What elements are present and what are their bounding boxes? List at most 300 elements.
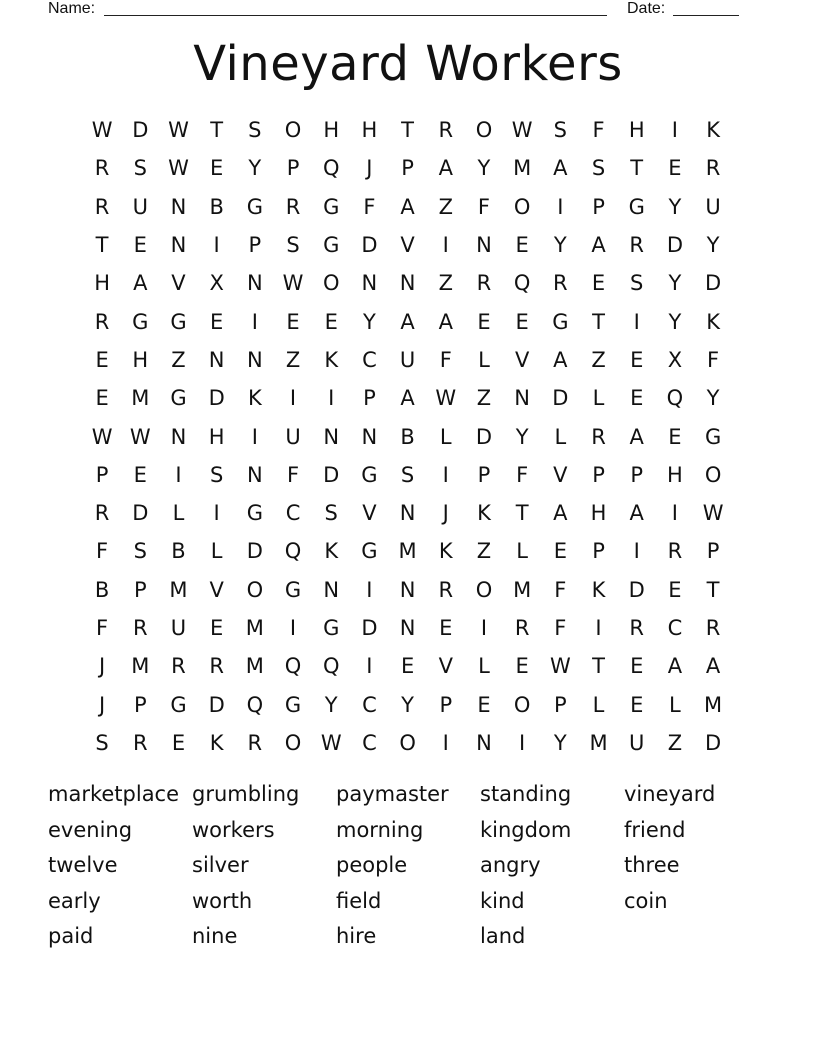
grid-letter[interactable]: A: [438, 309, 453, 334]
name-label: Name:: [48, 0, 96, 17]
grid-letter[interactable]: E: [630, 654, 644, 679]
grid-letter[interactable]: J: [98, 692, 106, 717]
grid-letter[interactable]: H: [132, 347, 149, 372]
grid-letter[interactable]: V: [362, 501, 377, 526]
grid-letter[interactable]: V: [514, 347, 530, 372]
grid-letter[interactable]: L: [516, 539, 528, 564]
grid-letter[interactable]: Z: [476, 386, 492, 411]
grid-letter[interactable]: K: [438, 539, 453, 564]
grid-letter[interactable]: A: [400, 309, 415, 334]
grid-letter[interactable]: V: [438, 654, 453, 679]
grid-letter[interactable]: O: [322, 271, 340, 296]
grid-letter[interactable]: G: [628, 194, 645, 219]
grid-letter[interactable]: R: [705, 616, 721, 640]
grid-letter[interactable]: K: [706, 118, 720, 143]
grid-letter[interactable]: O: [246, 577, 264, 602]
grid-letter[interactable]: R: [438, 118, 454, 143]
grid-letter[interactable]: Q: [284, 654, 302, 679]
grid-letter[interactable]: A: [438, 156, 453, 181]
grid-letter[interactable]: N: [514, 386, 531, 411]
grid-letter[interactable]: Z: [476, 539, 492, 564]
grid-letter[interactable]: D: [475, 424, 493, 449]
grid-letter[interactable]: A: [553, 156, 568, 181]
grid-letter[interactable]: P: [706, 539, 720, 564]
grid-letter[interactable]: I: [557, 194, 564, 219]
grid-letter[interactable]: E: [210, 309, 224, 334]
grid-letter[interactable]: R: [476, 271, 492, 296]
grid-letter[interactable]: N: [208, 347, 225, 372]
grid-letter[interactable]: G: [170, 386, 187, 411]
grid-letter[interactable]: I: [480, 616, 488, 640]
grid-letter[interactable]: M: [245, 654, 264, 679]
grid-letter[interactable]: K: [591, 577, 606, 602]
grid-letter[interactable]: I: [213, 233, 220, 258]
grid-letter[interactable]: U: [132, 194, 148, 219]
grid-letter[interactable]: F: [439, 347, 452, 372]
grid-letter[interactable]: O: [704, 462, 722, 487]
grid-letter[interactable]: E: [171, 730, 186, 755]
grid-letter[interactable]: J: [98, 654, 106, 679]
grid-letter[interactable]: I: [289, 386, 297, 411]
grid-letter[interactable]: P: [439, 692, 453, 717]
grid-letter[interactable]: Z: [285, 347, 301, 372]
grid-letter[interactable]: I: [442, 233, 449, 258]
grid-letter[interactable]: F: [554, 577, 567, 602]
grid-letter[interactable]: E: [439, 616, 453, 640]
grid-letter[interactable]: N: [476, 730, 492, 755]
grid-letter[interactable]: I: [328, 386, 335, 411]
grid-letter[interactable]: G: [246, 194, 263, 219]
grid-letter[interactable]: I: [519, 730, 526, 755]
grid-letter[interactable]: L: [592, 386, 605, 411]
grid-letter[interactable]: N: [246, 462, 263, 487]
grid-letter[interactable]: L: [669, 692, 681, 717]
grid-letter[interactable]: H: [628, 118, 645, 143]
grid-letter[interactable]: I: [442, 462, 449, 487]
grid-letter[interactable]: E: [515, 309, 529, 334]
grid-letter[interactable]: Z: [438, 194, 453, 219]
grid-letter[interactable]: M: [704, 692, 723, 717]
grid-letter[interactable]: I: [251, 309, 258, 334]
grid-letter[interactable]: X: [667, 347, 683, 372]
grid-letter[interactable]: D: [323, 462, 340, 487]
grid-letter[interactable]: P: [592, 462, 605, 487]
grid-letter[interactable]: Z: [438, 271, 453, 296]
grid-letter[interactable]: W: [168, 118, 189, 143]
grid-letter[interactable]: R: [132, 730, 148, 755]
grid-letter[interactable]: E: [515, 233, 529, 258]
grid-letter[interactable]: E: [477, 692, 491, 717]
grid-letter[interactable]: E: [515, 654, 529, 679]
grid-letter[interactable]: A: [553, 347, 568, 372]
grid-letter[interactable]: U: [285, 424, 301, 449]
grid-letter[interactable]: T: [592, 654, 605, 679]
grid-letter[interactable]: R: [667, 539, 683, 564]
grid-letter[interactable]: F: [363, 194, 376, 219]
grid-letter[interactable]: A: [553, 501, 568, 526]
grid-letter[interactable]: H: [94, 271, 110, 296]
grid-letter[interactable]: R: [171, 654, 186, 679]
grid-letter[interactable]: P: [133, 577, 147, 602]
grid-letter[interactable]: D: [361, 233, 378, 258]
grid-letter[interactable]: H: [590, 501, 607, 526]
grid-letter[interactable]: R: [94, 194, 110, 219]
grid-letter[interactable]: S: [553, 118, 568, 143]
word-list-item: hire: [336, 924, 377, 949]
grid-letter[interactable]: S: [95, 730, 109, 755]
grid-letter[interactable]: I: [671, 118, 678, 143]
grid-letter[interactable]: Y: [477, 156, 491, 181]
grid-letter[interactable]: W: [168, 156, 189, 181]
grid-letter[interactable]: N: [361, 424, 378, 449]
grid-letter[interactable]: A: [591, 233, 606, 258]
grid-letter[interactable]: R: [591, 424, 606, 449]
grid-letter[interactable]: W: [702, 501, 724, 526]
grid-letter[interactable]: E: [668, 424, 682, 449]
grid-letter[interactable]: E: [210, 616, 224, 640]
grid-letter[interactable]: R: [629, 616, 645, 640]
grid-letter[interactable]: R: [705, 156, 721, 181]
grid-letter[interactable]: Q: [666, 386, 684, 411]
grid-letter[interactable]: E: [630, 692, 644, 717]
grid-letter[interactable]: S: [248, 118, 262, 143]
grid-letter[interactable]: G: [361, 462, 378, 487]
grid-letter[interactable]: N: [170, 194, 187, 219]
grid-letter[interactable]: J: [442, 501, 449, 526]
grid-letter[interactable]: W: [129, 424, 151, 449]
grid-letter[interactable]: D: [132, 118, 149, 143]
grid-row: [83, 417, 733, 455]
grid-letter[interactable]: Q: [284, 539, 302, 564]
grid-letter[interactable]: N: [246, 347, 263, 372]
grid-letter[interactable]: C: [362, 347, 377, 372]
grid-letter[interactable]: T: [210, 118, 224, 143]
grid-letter[interactable]: L: [592, 692, 605, 717]
grid-letter[interactable]: T: [401, 118, 414, 143]
grid-letter[interactable]: Y: [553, 233, 567, 258]
grid-letter[interactable]: V: [553, 462, 568, 487]
grid-letter[interactable]: L: [439, 424, 452, 449]
grid-letter[interactable]: D: [666, 233, 683, 258]
grid-letter[interactable]: I: [633, 309, 640, 334]
grid-letter[interactable]: G: [284, 577, 302, 602]
grid-letter[interactable]: O: [399, 730, 416, 755]
grid-letter[interactable]: C: [667, 616, 683, 640]
grid-letter[interactable]: F: [707, 347, 720, 372]
grid-letter[interactable]: P: [248, 233, 262, 258]
grid-letter[interactable]: E: [400, 654, 415, 679]
grid-letter[interactable]: Y: [668, 271, 682, 296]
grid-letter[interactable]: O: [284, 118, 302, 143]
grid-letter[interactable]: L: [210, 539, 223, 564]
grid-letter[interactable]: R: [629, 233, 645, 258]
grid-letter[interactable]: Y: [553, 730, 567, 755]
grid-letter[interactable]: D: [705, 271, 722, 296]
grid-letter[interactable]: W: [320, 730, 342, 755]
grid-letter[interactable]: A: [667, 654, 683, 679]
grid-letter[interactable]: M: [169, 577, 188, 602]
grid-letter[interactable]: T: [95, 233, 109, 258]
grid-letter[interactable]: Z: [171, 347, 186, 372]
grid-letter[interactable]: E: [668, 577, 682, 602]
word-list-item: three: [624, 853, 680, 878]
grid-letter[interactable]: P: [286, 156, 300, 181]
grid-letter[interactable]: K: [706, 309, 720, 334]
grid-letter[interactable]: M: [589, 730, 608, 755]
grid-letter[interactable]: I: [595, 616, 602, 640]
grid-letter[interactable]: I: [633, 539, 640, 564]
grid-letter[interactable]: I: [175, 462, 182, 487]
grid-letter[interactable]: C: [362, 730, 377, 755]
grid-letter[interactable]: A: [400, 386, 415, 411]
grid-letter[interactable]: S: [400, 462, 415, 487]
grid-letter[interactable]: Q: [322, 156, 340, 181]
grid-letter[interactable]: F: [554, 616, 567, 640]
grid-letter[interactable]: G: [361, 539, 378, 564]
grid-letter[interactable]: R: [553, 271, 568, 296]
grid-letter[interactable]: H: [323, 118, 340, 143]
grid-letter[interactable]: E: [668, 156, 682, 181]
grid-letter[interactable]: Y: [706, 386, 720, 411]
grid-letter[interactable]: L: [172, 501, 185, 526]
grid-letter[interactable]: O: [513, 692, 531, 717]
grid-letter[interactable]: D: [705, 730, 722, 755]
grid-letter[interactable]: D: [246, 539, 263, 564]
grid-letter[interactable]: V: [400, 233, 415, 258]
grid-letter[interactable]: E: [324, 309, 338, 334]
grid-letter[interactable]: M: [245, 616, 264, 640]
grid-letter[interactable]: I: [289, 616, 297, 640]
grid-letter[interactable]: A: [629, 501, 644, 526]
grid-letter[interactable]: I: [366, 654, 373, 679]
grid-letter[interactable]: E: [630, 386, 644, 411]
grid-letter[interactable]: H: [361, 118, 378, 143]
grid-letter[interactable]: O: [475, 577, 493, 602]
grid-letter[interactable]: L: [478, 654, 490, 679]
grid-letter[interactable]: Y: [668, 309, 682, 334]
grid-letter[interactable]: Y: [706, 233, 720, 258]
grid-letter[interactable]: G: [323, 616, 340, 640]
grid-letter[interactable]: G: [170, 309, 187, 334]
grid-letter[interactable]: E: [133, 233, 147, 258]
grid-letter[interactable]: Y: [324, 692, 338, 717]
grid-letter[interactable]: Y: [248, 156, 262, 181]
grid-letter[interactable]: N: [399, 271, 416, 296]
grid-letter[interactable]: K: [209, 730, 224, 755]
grid-letter[interactable]: D: [208, 692, 225, 717]
grid-letter[interactable]: U: [629, 730, 645, 755]
grid-letter[interactable]: P: [477, 462, 491, 487]
grid-letter[interactable]: G: [284, 692, 302, 717]
grid-letter[interactable]: Q: [246, 692, 264, 717]
grid-letter[interactable]: K: [324, 539, 339, 564]
grid-letter[interactable]: E: [95, 347, 109, 372]
grid-letter[interactable]: A: [400, 194, 415, 219]
grid-letter[interactable]: S: [630, 271, 644, 296]
grid-letter[interactable]: Y: [362, 309, 376, 334]
grid-letter[interactable]: E: [553, 539, 567, 564]
grid-letter[interactable]: C: [285, 501, 301, 526]
grid-letter[interactable]: H: [208, 424, 225, 449]
grid-letter[interactable]: S: [209, 462, 224, 487]
grid-letter[interactable]: I: [366, 577, 373, 602]
grid-letter[interactable]: Z: [591, 347, 606, 372]
puzzle-title: Vineyard Workers: [193, 36, 623, 92]
grid-letter[interactable]: N: [361, 271, 378, 296]
grid-letter[interactable]: G: [132, 309, 149, 334]
grid-letter[interactable]: R: [438, 577, 454, 602]
grid-letter[interactable]: E: [95, 386, 109, 411]
grid-letter[interactable]: R: [209, 654, 224, 679]
grid-letter[interactable]: G: [170, 692, 187, 717]
grid-letter[interactable]: X: [209, 271, 224, 296]
grid-letter[interactable]: W: [435, 386, 457, 411]
grid-letter[interactable]: E: [477, 309, 491, 334]
grid-letter[interactable]: W: [91, 424, 113, 449]
grid-letter[interactable]: A: [705, 654, 721, 679]
grid-letter[interactable]: D: [552, 386, 569, 411]
word-list-item: worth: [192, 888, 253, 913]
grid-letter[interactable]: W: [511, 118, 533, 143]
grid-letter[interactable]: M: [131, 386, 150, 411]
grid-letter[interactable]: P: [363, 386, 376, 411]
grid-letter[interactable]: R: [514, 616, 530, 640]
grid-letter[interactable]: F: [96, 539, 109, 564]
grid-letter[interactable]: D: [628, 577, 645, 602]
word-list-item: twelve: [48, 853, 118, 878]
grid-letter[interactable]: N: [323, 577, 340, 602]
grid-letter[interactable]: N: [399, 616, 416, 640]
grid-letter[interactable]: U: [170, 616, 187, 640]
grid-letter[interactable]: Y: [668, 194, 682, 219]
grid-letter[interactable]: S: [133, 539, 147, 564]
grid-letter[interactable]: G: [323, 194, 340, 219]
grid-letter[interactable]: G: [704, 424, 722, 449]
date-label: Date:: [627, 0, 666, 17]
grid-letter[interactable]: N: [399, 501, 416, 526]
grid-letter[interactable]: U: [705, 194, 721, 219]
grid-letter[interactable]: R: [94, 156, 110, 181]
grid-letter[interactable]: N: [399, 577, 416, 602]
grid-letter[interactable]: A: [133, 271, 148, 296]
grid-letter[interactable]: Z: [667, 730, 683, 755]
grid-letter[interactable]: M: [131, 654, 150, 679]
grid-letter[interactable]: Q: [322, 654, 340, 679]
grid-letter[interactable]: P: [592, 539, 605, 564]
grid-letter[interactable]: P: [630, 462, 644, 487]
grid-letter[interactable]: L: [554, 424, 567, 449]
grid-letter[interactable]: T: [706, 577, 720, 602]
grid-letter[interactable]: F: [286, 462, 300, 487]
grid-letter[interactable]: U: [399, 347, 416, 372]
grid-letter[interactable]: G: [246, 501, 263, 526]
date-blank-line[interactable]: [673, 0, 739, 16]
grid-letter[interactable]: N: [170, 233, 187, 258]
grid-letter[interactable]: M: [513, 156, 532, 181]
grid-letter[interactable]: G: [323, 233, 340, 258]
grid-letter[interactable]: F: [592, 118, 605, 143]
grid-letter[interactable]: B: [400, 424, 415, 449]
grid-letter[interactable]: R: [94, 501, 110, 526]
grid-letter[interactable]: K: [324, 347, 339, 372]
grid-letter[interactable]: E: [286, 309, 300, 334]
grid-letter[interactable]: S: [286, 233, 300, 258]
grid-letter[interactable]: W: [91, 118, 113, 143]
grid-letter[interactable]: O: [513, 194, 531, 219]
grid-letter[interactable]: B: [171, 539, 186, 564]
grid-letter[interactable]: K: [477, 501, 491, 526]
grid-letter[interactable]: A: [629, 424, 644, 449]
grid-letter[interactable]: V: [171, 271, 186, 296]
grid-letter[interactable]: G: [552, 309, 569, 334]
grid-letter[interactable]: T: [630, 156, 644, 181]
grid-letter[interactable]: D: [361, 616, 378, 640]
grid-letter[interactable]: Q: [513, 271, 531, 296]
grid-letter[interactable]: E: [630, 347, 644, 372]
grid-letter[interactable]: S: [324, 501, 338, 526]
grid-letter[interactable]: P: [401, 156, 414, 181]
grid-letter[interactable]: E: [591, 271, 606, 296]
grid-letter[interactable]: Y: [515, 424, 529, 449]
grid-letter[interactable]: M: [513, 577, 532, 602]
grid-letter[interactable]: R: [132, 616, 148, 640]
grid-letter[interactable]: J: [366, 156, 373, 181]
grid-letter[interactable]: D: [132, 501, 149, 526]
grid-letter[interactable]: R: [94, 309, 110, 334]
grid-letter[interactable]: P: [554, 692, 567, 717]
grid-letter[interactable]: E: [210, 156, 224, 181]
word-list-item: marketplace: [48, 782, 180, 806]
grid-letter[interactable]: F: [96, 616, 109, 640]
grid-letter[interactable]: N: [246, 271, 263, 296]
grid-letter[interactable]: T: [515, 501, 529, 526]
grid-letter[interactable]: W: [282, 271, 304, 296]
grid-letter[interactable]: I: [213, 501, 220, 526]
grid-letter[interactable]: N: [476, 233, 492, 258]
grid-letter[interactable]: O: [284, 730, 302, 755]
grid-letter[interactable]: H: [667, 462, 683, 487]
grid-letter[interactable]: P: [95, 462, 109, 487]
grid-letter[interactable]: B: [94, 577, 110, 602]
grid-letter[interactable]: T: [592, 309, 605, 334]
grid-letter[interactable]: I: [671, 501, 678, 526]
grid-letter[interactable]: W: [549, 654, 571, 679]
grid-letter[interactable]: P: [133, 692, 147, 717]
grid-letter[interactable]: Y: [401, 692, 414, 717]
grid-letter[interactable]: V: [209, 577, 224, 602]
grid-letter[interactable]: K: [247, 386, 262, 411]
grid-letter[interactable]: M: [398, 539, 417, 564]
grid-letter[interactable]: F: [477, 194, 491, 219]
grid-letter[interactable]: O: [475, 118, 493, 143]
grid-letter[interactable]: N: [323, 424, 340, 449]
grid-letter[interactable]: C: [362, 692, 377, 717]
grid-letter[interactable]: E: [133, 462, 147, 487]
name-blank-line[interactable]: [104, 0, 607, 16]
grid-letter[interactable]: I: [251, 424, 258, 449]
grid-letter[interactable]: R: [247, 730, 263, 755]
grid-letter[interactable]: D: [208, 386, 225, 411]
grid-letter[interactable]: B: [209, 194, 224, 219]
grid-letter[interactable]: P: [592, 194, 605, 219]
grid-letter[interactable]: S: [591, 156, 606, 181]
grid-letter[interactable]: L: [478, 347, 490, 372]
grid-letter[interactable]: S: [133, 156, 147, 181]
grid-letter[interactable]: F: [516, 462, 529, 487]
grid-letter[interactable]: I: [442, 730, 449, 755]
grid-letter[interactable]: N: [170, 424, 187, 449]
grid-letter[interactable]: R: [285, 194, 301, 219]
